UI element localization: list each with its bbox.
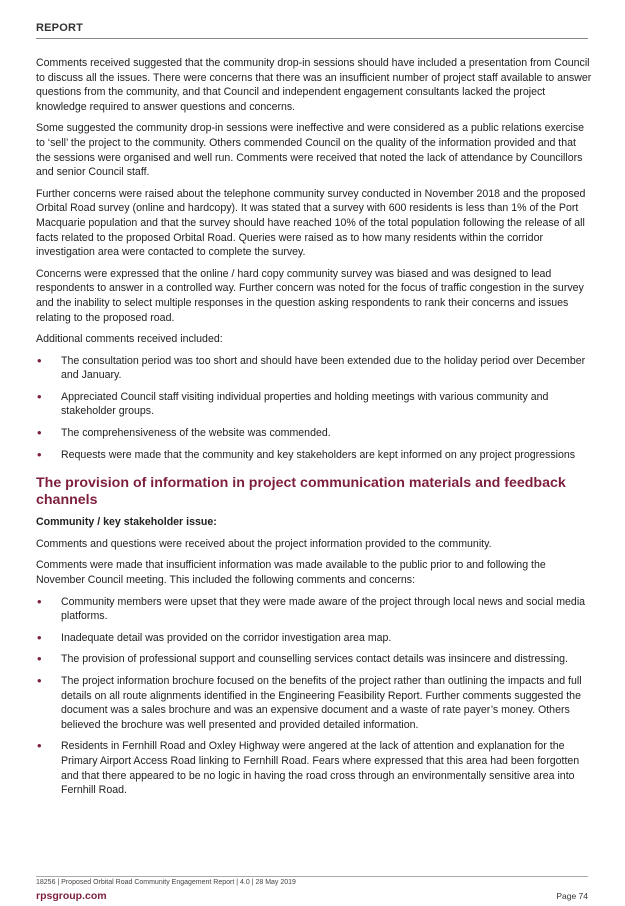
report-header — [36, 22, 588, 39]
paragraph-drop-in-effectiveness: Some suggested the community drop-in sessions were ineffective and were considered as a public relations exercise to ‘sell’ the project to the community. Others commended Council on the quality of the information provided and that the sessions were organised and well run. Comments were received that noted the lack of attendance by Councillors and senior Council staff. — [36, 122, 585, 179]
footer-website-link[interactable]: rpsgroup.com — [36, 890, 107, 902]
list-item — [36, 448, 592, 463]
list-item — [36, 652, 592, 667]
bullet-icon: • — [37, 593, 42, 609]
footer-divider — [36, 876, 588, 877]
list-item — [36, 354, 592, 383]
section-subheading: Community / key stakeholder issue: — [36, 516, 217, 529]
list-item — [36, 674, 592, 732]
list-item-text: Community members were upset that they were made aware of the project through local news and social media platforms. — [61, 595, 586, 623]
list-item-text: Inadequate detail was provided on the corridor investigation area map. — [61, 631, 392, 644]
paragraph-telephone-survey: Further concerns were raised about the telephone community survey conducted in November 2018 and the proposed Orbital Road survey (online and hardcopy). It was stated that a survey with 600 residents is less than 1% of the Port Macquarie population and that the survey should have reached 10% of the total population following the release of all facts related to the proposed Orbital Road. Queries were raised as to how many residents within the corridor investigation area were contacted to complete the survey. — [36, 187, 586, 259]
list-item-text: The provision of professional support and counselling services contact details was insincere and distressing. — [61, 653, 569, 666]
footer-document-info: 18256 | Proposed Orbital Road Community Engagement Report | 4.0 | 28 May 2019 — [36, 879, 296, 886]
header-title: REPORT — [36, 22, 84, 34]
bullet-icon: • — [37, 651, 42, 667]
section-heading: The provision of information in project communication materials and feedback channels — [36, 475, 566, 508]
list-item-text: Appreciated Council staff visiting individual properties and holding meetings with various community and stakeholder groups. — [61, 390, 549, 418]
bullet-icon: • — [37, 388, 42, 404]
list-item — [36, 631, 592, 646]
additional-comments-list — [36, 354, 592, 463]
list-item-text: The consultation period was too short and should have been extended due to the holiday period over December and January. — [61, 354, 586, 382]
bullet-icon: • — [37, 425, 42, 441]
list-item-text: The project information brochure focused on the benefits of the project rather than outlining the impacts and full details on all route alignments identified in the Engineering Feasibility Report. Further comments suggested the document was a sales brochure and was an expensive document and a waste of rate payer’s money. Others believed the brochure was well presented and provided detailed information. — [61, 675, 582, 731]
list-item-text: Residents in Fernhill Road and Oxley Highway were angered at the lack of attention and explanation for the Primary Airport Access Road linking to Fernhill Road. Fears where expressed that this area had been forgotten and that there appeared to be no logic in having the road cross through an environmentally sensitive area into Fernhill Road. — [61, 740, 580, 797]
list-item — [36, 739, 592, 797]
bullet-icon: • — [37, 629, 42, 645]
paragraph-information-questions: Comments and questions were received about the project information provided to the community. — [36, 537, 492, 550]
list-item-text: Requests were made that the community and key stakeholders are kept informed on any project progressions — [61, 448, 576, 461]
page-number: Page 74 — [556, 891, 588, 901]
list-item-text: The comprehensiveness of the website was commended. — [61, 427, 331, 440]
paragraph-additional-comments-intro: Additional comments received included: — [36, 333, 223, 346]
list-item — [36, 426, 592, 441]
information-concerns-list — [36, 595, 592, 798]
bullet-icon: • — [37, 446, 42, 462]
paragraph-drop-in-presentation: Comments received suggested that the community drop-in sessions should have included a presentation from Council to discuss all the issues. There were concerns that there was an insufficient number of project staff available to answer questions from the community, and that Council and independent engagement consultants lacked the project knowledge required to answer questions and concerns. — [36, 57, 592, 113]
paragraph-insufficient-information: Comments were made that insufficient information was made available to the public prior to and following the November Council meeting. This included the following comments and concerns: — [36, 559, 546, 587]
bullet-icon: • — [37, 738, 42, 754]
report-body — [36, 56, 592, 805]
paragraph-survey-bias: Concerns were expressed that the online / hard copy community survey was biased and was designed to lead respondents to answer in a controlled way. Further concern was noted for the focus of traffic congestion in the survey and the inability to select multiple responses in the question asking respondents to rank their concerns and issues relating to the proposed road. — [36, 267, 584, 324]
bullet-icon: • — [37, 352, 42, 368]
list-item — [36, 595, 592, 624]
bullet-icon: • — [37, 673, 42, 688]
list-item — [36, 390, 592, 419]
